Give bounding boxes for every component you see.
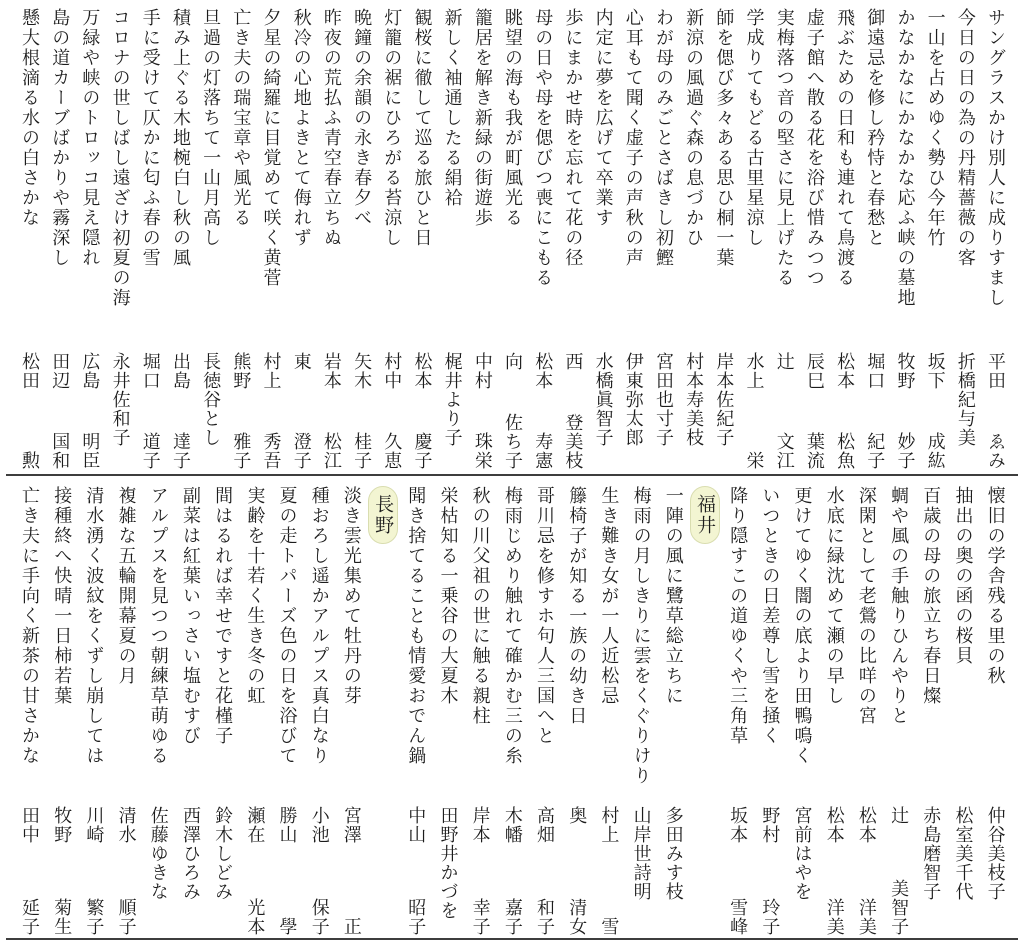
author-given-name: 国和 bbox=[49, 432, 71, 470]
author-family-name: 村上 bbox=[260, 352, 282, 390]
author-name bbox=[229, 352, 251, 470]
author-family-name: 松本 bbox=[834, 352, 856, 390]
haiku-text: 灯籠の裾にひろがる苔涼し bbox=[381, 8, 403, 248]
haiku-entry bbox=[597, 486, 619, 936]
haiku-entry bbox=[115, 486, 137, 936]
author-given-name: 松魚 bbox=[834, 432, 856, 470]
author-given-name: 順子 bbox=[115, 898, 137, 936]
author-family-name: 村本寿美枝 bbox=[683, 352, 705, 447]
author-name bbox=[82, 806, 104, 936]
haiku-entry bbox=[622, 8, 644, 470]
author-name bbox=[652, 352, 674, 470]
author-name bbox=[469, 806, 491, 936]
author-given-name: 桂子 bbox=[351, 432, 373, 470]
prefecture-label-column bbox=[372, 486, 394, 936]
haiku-entry bbox=[179, 486, 201, 936]
author-given-name: 達子 bbox=[169, 432, 191, 470]
author-name bbox=[243, 806, 265, 936]
author-family-name: 堀口 bbox=[139, 352, 161, 390]
author-name bbox=[109, 352, 131, 470]
haiku-entry bbox=[758, 486, 780, 936]
author-name bbox=[18, 806, 40, 936]
author-given-name: 登美枝 bbox=[562, 413, 584, 470]
author-name bbox=[951, 806, 973, 936]
author-given-name: 紀子 bbox=[864, 432, 886, 470]
author-name bbox=[501, 806, 523, 936]
author-given-name: 繁子 bbox=[83, 898, 105, 936]
author-name bbox=[410, 352, 432, 470]
author-family-name: 宮前はやを bbox=[791, 806, 813, 901]
author-name bbox=[622, 352, 644, 470]
author-name bbox=[441, 352, 463, 470]
author-given-name: 正 bbox=[340, 917, 362, 936]
author-family-name: 鈴木しどみ bbox=[212, 806, 234, 901]
haiku-entry bbox=[893, 8, 915, 470]
author-family-name: 伊東弥太郎 bbox=[622, 352, 644, 447]
author-given-name: 栄 bbox=[743, 451, 765, 470]
haiku-text: 飛ぶための日和も連れて鳥渡る bbox=[834, 8, 856, 288]
author-given-name: 嘉子 bbox=[501, 898, 523, 936]
haiku-entry bbox=[533, 486, 555, 936]
haiku-text: サングラスかけ別人に成りすまし bbox=[985, 8, 1006, 308]
haiku-entry bbox=[169, 8, 191, 470]
haiku-text: 懐旧の学舎残る里の秋 bbox=[984, 486, 1006, 686]
author-family-name: 矢木 bbox=[351, 352, 373, 390]
author-given-name: 久恵 bbox=[381, 432, 403, 470]
haiku-text: 一山を占めゆく勢ひ今年竹 bbox=[924, 8, 946, 248]
author-given-name: 雪峰 bbox=[727, 898, 749, 936]
haiku-text: 実梅落つ音の堅さに見上げたる bbox=[773, 8, 795, 288]
author-given-name: 光本 bbox=[244, 898, 266, 936]
author-family-name: 佐藤ゆきな bbox=[147, 806, 169, 901]
author-family-name: 堀口 bbox=[864, 352, 886, 390]
haiku-text: 御遠忌を修し矜恃と春愁と bbox=[864, 8, 886, 248]
author-family-name: 辰巳 bbox=[803, 352, 825, 390]
author-family-name: 川崎 bbox=[83, 806, 105, 844]
author-given-name: 文江 bbox=[773, 432, 795, 470]
haiku-entry bbox=[199, 8, 221, 470]
author-given-name: 延子 bbox=[19, 898, 40, 936]
haiku-entry bbox=[404, 486, 426, 936]
haiku-text: 水底に緑沈めて瀬の早し bbox=[823, 486, 845, 706]
haiku-entry bbox=[211, 486, 233, 936]
author-family-name: 牧野 bbox=[894, 352, 916, 390]
haiku-entry bbox=[18, 8, 40, 470]
haiku-text: 内定に夢を広げて卒業す bbox=[592, 8, 614, 228]
haiku-text: 生き難き女が一人近松忌 bbox=[598, 486, 620, 706]
author-name bbox=[404, 806, 426, 936]
author-family-name: 清水 bbox=[115, 806, 137, 844]
author-family-name: 田野井かづを bbox=[437, 806, 459, 920]
author-family-name: 小池 bbox=[308, 806, 330, 844]
bottom-divider bbox=[6, 938, 1018, 940]
author-family-name: 長徳谷とし bbox=[200, 352, 222, 447]
author-name bbox=[833, 352, 855, 470]
author-family-name: 水橋眞智子 bbox=[592, 352, 614, 447]
haiku-entry bbox=[662, 486, 684, 936]
haiku-text: 種おろし遥かアルプス真白なり bbox=[308, 486, 330, 766]
author-name bbox=[199, 352, 221, 470]
author-family-name: 勝山 bbox=[276, 806, 298, 844]
author-given-name: 美智子 bbox=[888, 879, 910, 936]
author-name bbox=[791, 806, 813, 936]
prefecture-label-column bbox=[694, 486, 716, 936]
author-name bbox=[260, 352, 282, 470]
haiku-entry bbox=[561, 8, 583, 470]
author-family-name: 奥 bbox=[566, 806, 588, 825]
haiku-text: いつときの日差尊し雪を掻く bbox=[759, 486, 781, 746]
haiku-entry bbox=[50, 486, 72, 936]
author-name bbox=[863, 352, 885, 470]
haiku-entry bbox=[82, 486, 104, 936]
haiku-entry bbox=[139, 8, 161, 470]
author-family-name: 村中 bbox=[381, 352, 403, 390]
haiku-entry bbox=[350, 8, 372, 470]
haiku-entry bbox=[18, 486, 40, 936]
haiku-entry bbox=[501, 8, 523, 470]
author-family-name: 熊野 bbox=[230, 352, 252, 390]
haiku-text: 清水湧く波紋をくずし崩しては bbox=[83, 486, 105, 766]
author-given-name: 明臣 bbox=[79, 432, 101, 470]
author-given-name: 菊生 bbox=[51, 898, 73, 936]
author-family-name: 田辺 bbox=[49, 352, 71, 390]
author-name bbox=[662, 806, 684, 936]
haiku-text: 秋冷の心地よきとて侮れず bbox=[290, 8, 312, 248]
haiku-text: 接種終へ快晴一日柿若葉 bbox=[51, 486, 73, 706]
author-name bbox=[115, 806, 137, 936]
author-given-name: 佐ち子 bbox=[502, 413, 523, 470]
haiku-entry bbox=[984, 486, 1006, 936]
author-family-name: 辻 bbox=[888, 806, 910, 825]
author-name bbox=[276, 806, 298, 936]
author-name bbox=[531, 352, 553, 470]
author-name bbox=[823, 806, 845, 936]
author-name bbox=[350, 352, 372, 470]
haiku-entry bbox=[565, 486, 587, 936]
haiku-text: 実齢を十若く生き冬の虹 bbox=[244, 486, 266, 706]
haiku-entry bbox=[823, 486, 845, 936]
haiku-text: 籠居を解き新緑の街遊歩 bbox=[471, 8, 493, 228]
author-given-name: 松江 bbox=[320, 432, 342, 470]
author-family-name: 宮田也寸子 bbox=[652, 352, 674, 447]
author-name bbox=[630, 806, 652, 936]
haiku-text: 手に受けて仄かに匂ふ春の雪 bbox=[139, 8, 161, 268]
haiku-text: 虚子館へ散る花を浴び惜みつつ bbox=[803, 8, 825, 288]
author-family-name: 赤島磨智子 bbox=[920, 806, 942, 901]
haiku-entry bbox=[276, 486, 298, 936]
author-family-name: 永井佐和子 bbox=[109, 352, 131, 447]
author-name bbox=[340, 806, 362, 936]
author-name bbox=[773, 352, 795, 470]
author-name bbox=[179, 806, 201, 936]
author-name bbox=[893, 352, 915, 470]
author-name bbox=[533, 806, 555, 936]
haiku-entry bbox=[682, 8, 704, 470]
haiku-text: 母の日や母を偲びつ喪にこもる bbox=[532, 8, 554, 288]
haiku-text: 淡き雲光集めて牡丹の芽 bbox=[340, 486, 362, 706]
haiku-text: 亡き夫に手向く新茶の甘さかな bbox=[19, 486, 40, 766]
author-name bbox=[436, 806, 458, 936]
haiku-text: 抽出の奥の函の桜貝 bbox=[952, 486, 974, 666]
haiku-entry bbox=[436, 486, 458, 936]
author-name bbox=[501, 352, 523, 470]
prefecture-label-pill: 福井 bbox=[690, 486, 720, 544]
haiku-entry bbox=[243, 486, 265, 936]
author-family-name: 辻 bbox=[773, 352, 795, 371]
author-given-name: 珠栄 bbox=[471, 432, 493, 470]
author-family-name: 坂本 bbox=[727, 806, 749, 844]
author-family-name: 宮澤 bbox=[340, 806, 362, 844]
haiku-text: 師を偲び多々ある思ひ桐一葉 bbox=[713, 8, 735, 268]
author-family-name: 岸本佐紀子 bbox=[713, 352, 735, 447]
author-name bbox=[561, 352, 583, 470]
author-name bbox=[887, 806, 909, 936]
haiku-text: 昨夜の荒払ふ青空春立ちぬ bbox=[320, 8, 342, 248]
author-family-name: 瀬在 bbox=[244, 806, 266, 844]
haiku-text: 聞き捨てることも情愛おでん鍋 bbox=[405, 486, 427, 766]
author-given-name: 勲 bbox=[19, 451, 40, 470]
haiku-text: 間はるれば幸せですと花槿子 bbox=[212, 486, 234, 746]
haiku-text: アルプスを見つつ朝練草萌ゆる bbox=[147, 486, 169, 766]
haiku-entry bbox=[48, 8, 70, 470]
haiku-entry bbox=[833, 8, 855, 470]
haiku-entry bbox=[380, 8, 402, 470]
haiku-entry bbox=[290, 8, 312, 470]
author-name bbox=[380, 352, 402, 470]
haiku-entry bbox=[441, 8, 463, 470]
author-family-name: 木幡 bbox=[501, 806, 523, 844]
author-given-name: 清女 bbox=[566, 898, 588, 936]
author-given-name: 雅子 bbox=[230, 432, 252, 470]
author-name bbox=[147, 806, 169, 936]
haiku-entry bbox=[924, 8, 946, 470]
haiku-text: 学成りてもどる古里星涼し bbox=[743, 8, 765, 248]
haiku-entry bbox=[260, 8, 282, 470]
author-family-name: 高畑 bbox=[534, 806, 555, 844]
author-name bbox=[565, 806, 587, 936]
author-name bbox=[597, 806, 619, 936]
haiku-entry bbox=[984, 8, 1006, 470]
author-name bbox=[139, 352, 161, 470]
author-name bbox=[592, 352, 614, 470]
author-name bbox=[169, 352, 191, 470]
haiku-entry bbox=[592, 8, 614, 470]
haiku-text: 副菜は紅葉いっさい塩むすび bbox=[179, 486, 201, 746]
author-given-name: 寿憲 bbox=[532, 432, 554, 470]
haiku-text: 積み上ぐる木地椀白し秋の風 bbox=[169, 8, 191, 268]
haiku-text: コロナの世しばし遠ざけ初夏の海 bbox=[109, 8, 131, 308]
haiku-text: 蜩や風の手触りひんやりと bbox=[888, 486, 910, 726]
haiku-text: 百歳の母の旅立ち春日燦 bbox=[920, 486, 942, 706]
author-family-name: 松本 bbox=[855, 806, 877, 844]
author-name bbox=[50, 806, 72, 936]
haiku-text: 梅雨の月しきりに雲をくぐりけり bbox=[630, 486, 652, 786]
haiku-text: 夏の走トパーズ色の日を浴びて bbox=[276, 486, 298, 766]
haiku-entry bbox=[951, 486, 973, 936]
author-family-name: 平田 bbox=[985, 352, 1006, 390]
author-family-name: 梶井より子 bbox=[441, 352, 463, 447]
section-divider bbox=[6, 474, 1018, 476]
haiku-text: わが母のみごとさばきし初鰹 bbox=[652, 8, 674, 268]
author-family-name: 西澤ひろみ bbox=[179, 806, 201, 901]
haiku-entry bbox=[410, 8, 432, 470]
author-given-name: 妙子 bbox=[894, 432, 916, 470]
author-name bbox=[954, 352, 976, 470]
haiku-text: 栄枯知る一乗谷の大夏木 bbox=[437, 486, 459, 706]
author-name bbox=[308, 806, 330, 936]
author-given-name: 昭子 bbox=[405, 898, 427, 936]
author-given-name: 澄子 bbox=[290, 432, 312, 470]
haiku-entry bbox=[320, 8, 342, 470]
haiku-entry bbox=[147, 486, 169, 936]
author-given-name: 慶子 bbox=[411, 432, 433, 470]
author-name bbox=[290, 352, 312, 470]
bottom-section bbox=[0, 486, 1024, 936]
author-name bbox=[48, 352, 70, 470]
author-given-name: 洋美 bbox=[855, 898, 877, 936]
haiku-entry bbox=[109, 8, 131, 470]
author-given-name: 葉流 bbox=[803, 432, 825, 470]
haiku-text: 懸大根滴る水の白さかな bbox=[19, 8, 40, 228]
haiku-text: 観桜に徹して巡る旅ひと日 bbox=[411, 8, 433, 248]
author-family-name: 山岸世詩明 bbox=[630, 806, 652, 901]
author-family-name: 松田 bbox=[19, 352, 40, 390]
haiku-text: 晩鐘の余韻の永き春夕べ bbox=[351, 8, 373, 228]
author-name bbox=[682, 352, 704, 470]
author-given-name: 保子 bbox=[308, 898, 330, 936]
author-family-name: 広島 bbox=[79, 352, 101, 390]
haiku-entry bbox=[501, 486, 523, 936]
author-family-name: 岩本 bbox=[320, 352, 342, 390]
author-family-name: 牧野 bbox=[51, 806, 73, 844]
haiku-text: 新涼の風過ぐ森の息づかひ bbox=[683, 8, 705, 248]
haiku-text: 心耳もて聞く虚子の声秋の声 bbox=[622, 8, 644, 268]
author-given-name: 學 bbox=[276, 917, 298, 936]
author-name bbox=[726, 806, 748, 936]
haiku-entry bbox=[469, 486, 491, 936]
author-name bbox=[471, 352, 493, 470]
author-given-name: ゑみ bbox=[985, 432, 1006, 470]
author-family-name: 多田みす枝 bbox=[662, 806, 684, 901]
author-name bbox=[924, 352, 946, 470]
author-family-name: 松室美千代 bbox=[952, 806, 974, 901]
author-family-name: 向 bbox=[502, 352, 523, 371]
author-given-name: 道子 bbox=[139, 432, 161, 470]
haiku-text: 眺望の海も我が町風光る bbox=[502, 8, 523, 228]
haiku-entry bbox=[803, 8, 825, 470]
haiku-entry bbox=[791, 486, 813, 936]
author-name bbox=[712, 352, 734, 470]
haiku-entry bbox=[712, 8, 734, 470]
author-name bbox=[803, 352, 825, 470]
author-family-name: 野村 bbox=[759, 806, 781, 844]
haiku-entry bbox=[652, 8, 674, 470]
haiku-entry bbox=[887, 486, 909, 936]
author-name bbox=[78, 352, 100, 470]
author-family-name: 松本 bbox=[411, 352, 433, 390]
haiku-entry bbox=[340, 486, 362, 936]
author-given-name: 幸子 bbox=[469, 898, 491, 936]
author-family-name: 松本 bbox=[823, 806, 845, 844]
haiku-text: 複雑な五輪開幕夏の月 bbox=[115, 486, 137, 686]
haiku-text: 梅雨じめり触れて確かむ三の糸 bbox=[501, 486, 523, 766]
haiku-text: 島の道カーブばかりや霧深し bbox=[49, 8, 71, 268]
author-given-name: 玲子 bbox=[759, 898, 781, 936]
author-family-name: 東 bbox=[290, 352, 312, 371]
haiku-text: 一陣の風に鷺草総立ちに bbox=[662, 486, 684, 706]
author-family-name: 村上 bbox=[598, 806, 620, 844]
author-family-name: 折橋紀与美 bbox=[954, 352, 976, 447]
haiku-entry bbox=[308, 486, 330, 936]
haiku-text: 降り隠すこの道ゆくや三角草 bbox=[727, 486, 749, 746]
haiku-text: 夕星の綺羅に目覚めて咲く黄菅 bbox=[260, 8, 282, 288]
haiku-entry bbox=[855, 486, 877, 936]
author-family-name: 岸本 bbox=[469, 806, 491, 844]
haiku-entry bbox=[78, 8, 100, 470]
haiku-text: 新しく袖通したる絹袷 bbox=[441, 8, 463, 208]
author-name bbox=[743, 352, 765, 470]
haiku-text: 歩にまかせ時を忘れて花の径 bbox=[562, 8, 584, 268]
haiku-text: 万緑や峡のトロッコ見え隠れ bbox=[79, 8, 101, 268]
author-family-name: 出島 bbox=[169, 352, 191, 390]
author-family-name: 中村 bbox=[471, 352, 493, 390]
author-name bbox=[320, 352, 342, 470]
author-given-name: 成紘 bbox=[924, 432, 946, 470]
author-name bbox=[984, 352, 1006, 470]
author-name bbox=[758, 806, 780, 936]
haiku-entry bbox=[773, 8, 795, 470]
haiku-text: かなかなにかなかな応ふ峡の墓地 bbox=[894, 8, 916, 308]
author-given-name: 和子 bbox=[534, 898, 555, 936]
haiku-entry bbox=[531, 8, 553, 470]
author-family-name: 仲谷美枝子 bbox=[984, 806, 1006, 901]
haiku-entry bbox=[630, 486, 652, 936]
haiku-text: 旦過の灯落ちて一山月高し bbox=[200, 8, 222, 248]
author-family-name: 田中 bbox=[19, 806, 40, 844]
author-family-name: 坂下 bbox=[924, 352, 946, 390]
haiku-text: 哥川忌を修すホ句人三国へと bbox=[534, 486, 555, 746]
author-given-name: 秀吾 bbox=[260, 432, 282, 470]
author-family-name: 水上 bbox=[743, 352, 765, 390]
haiku-entry bbox=[743, 8, 765, 470]
author-name bbox=[855, 806, 877, 936]
author-name bbox=[211, 806, 233, 936]
author-given-name: 洋美 bbox=[823, 898, 845, 936]
haiku-entry bbox=[726, 486, 748, 936]
haiku-text: 深閑として老鶯の比咩の宮 bbox=[855, 486, 877, 726]
haiku-entry bbox=[954, 8, 976, 470]
author-given-name: 雪 bbox=[598, 917, 620, 936]
haiku-entry bbox=[229, 8, 251, 470]
haiku-text: 亡き夫の瑞宝章や風光る bbox=[230, 8, 252, 228]
haiku-text: 今日の日の為の丹精薔薇の客 bbox=[954, 8, 976, 268]
author-name bbox=[919, 806, 941, 936]
haiku-text: 秋の川父祖の世に触る親柱 bbox=[469, 486, 491, 726]
prefecture-label-pill: 長野 bbox=[368, 486, 398, 544]
haiku-entry bbox=[863, 8, 885, 470]
haiku-text: 籐椅子が知る一族の幼き日 bbox=[566, 486, 588, 726]
author-name bbox=[984, 806, 1006, 936]
author-name bbox=[18, 352, 40, 470]
haiku-entry bbox=[919, 486, 941, 936]
author-family-name: 中山 bbox=[405, 806, 427, 844]
top-section bbox=[0, 0, 1024, 470]
haiku-text: 更けてゆく闇の底より田鴨鳴く bbox=[791, 486, 813, 766]
author-family-name: 西 bbox=[562, 352, 584, 371]
author-family-name: 松本 bbox=[532, 352, 554, 390]
haiku-entry bbox=[471, 8, 493, 470]
